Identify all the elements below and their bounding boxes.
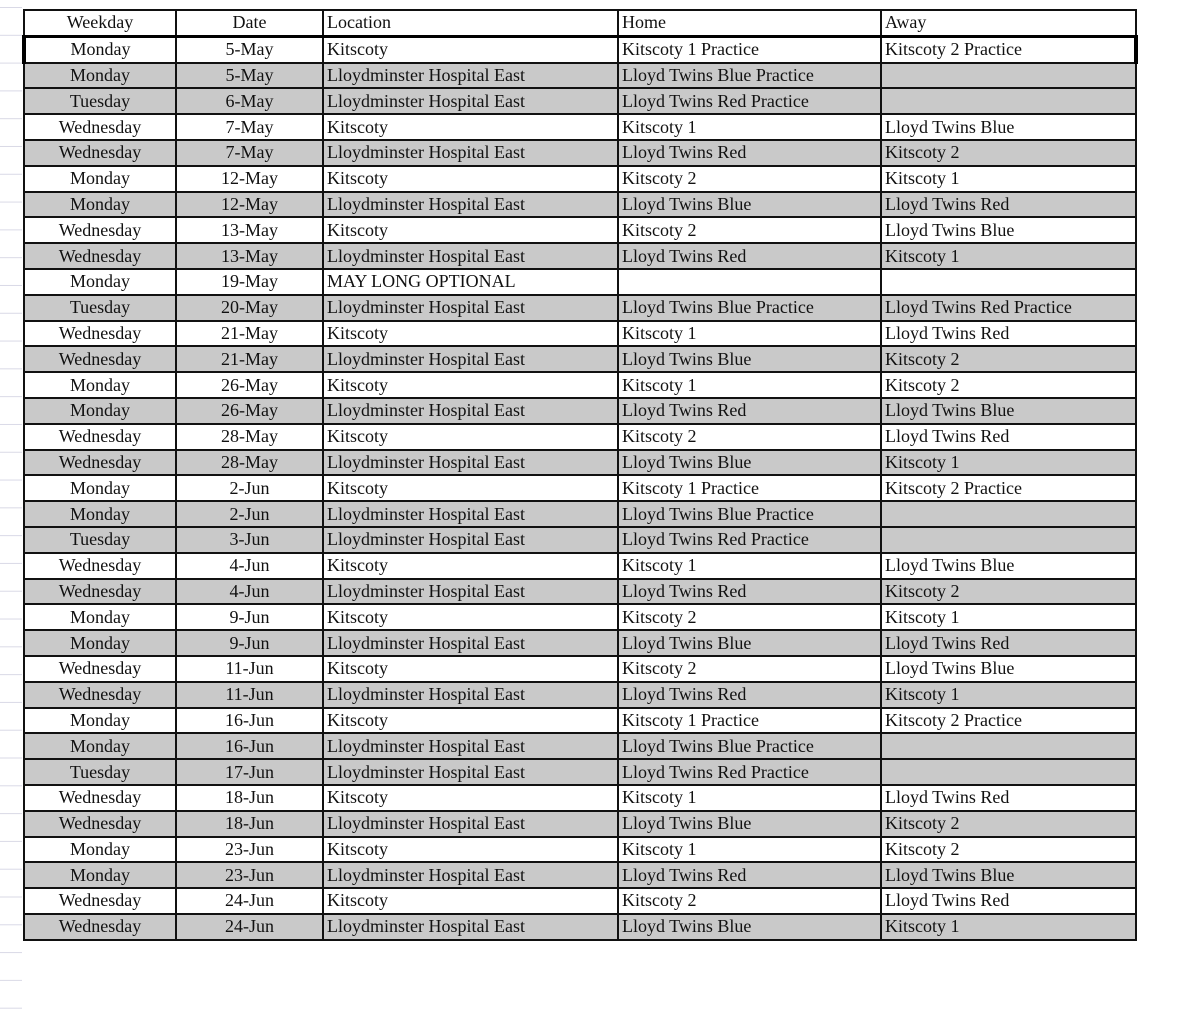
cell-home[interactable]: Kitscoty 2: [618, 656, 881, 682]
cell-date[interactable]: 26-May: [176, 398, 323, 424]
cell-weekday[interactable]: Wednesday: [24, 114, 176, 140]
cell-date[interactable]: 23-Jun: [176, 862, 323, 888]
cell-date[interactable]: 24-Jun: [176, 888, 323, 914]
cell-date[interactable]: 13-May: [176, 217, 323, 243]
cell-location[interactable]: Lloydminster Hospital East: [323, 501, 618, 527]
cell-date[interactable]: 9-Jun: [176, 604, 323, 630]
cell-weekday[interactable]: Monday: [24, 501, 176, 527]
table-row: [24, 811, 1136, 837]
cell-location[interactable]: MAY LONG OPTIONAL: [323, 269, 618, 295]
cell-home[interactable]: Lloyd Twins Red: [618, 579, 881, 605]
cell-away[interactable]: [881, 88, 1136, 114]
cell-away[interactable]: Kitscoty 2: [881, 811, 1136, 837]
cell-location[interactable]: Lloydminster Hospital East: [323, 579, 618, 605]
table-row: [24, 501, 1136, 527]
table-row: [24, 708, 1136, 734]
cell-away[interactable]: Kitscoty 1: [881, 682, 1136, 708]
cell-weekday[interactable]: Monday: [24, 630, 176, 656]
table-row: [24, 372, 1136, 398]
cell-home[interactable]: Lloyd Twins Blue: [618, 192, 881, 218]
cell-weekday[interactable]: Monday: [24, 475, 176, 501]
cell-weekday[interactable]: Wednesday: [24, 914, 176, 940]
cell-weekday[interactable]: Monday: [24, 36, 176, 62]
header-home[interactable]: Home: [618, 10, 881, 36]
cell-weekday[interactable]: Monday: [24, 398, 176, 424]
cell-home[interactable]: Lloyd Twins Blue: [618, 811, 881, 837]
cell-away[interactable]: [881, 501, 1136, 527]
cell-weekday[interactable]: Wednesday: [24, 811, 176, 837]
cell-home[interactable]: Lloyd Twins Red: [618, 862, 881, 888]
schedule-table: [22, 9, 1138, 941]
cell-date[interactable]: 28-May: [176, 424, 323, 450]
cell-location[interactable]: Lloydminster Hospital East: [323, 862, 618, 888]
table-row: [24, 166, 1136, 192]
cell-date[interactable]: 2-Jun: [176, 501, 323, 527]
cell-date[interactable]: 17-Jun: [176, 759, 323, 785]
cell-date[interactable]: 4-Jun: [176, 579, 323, 605]
table-row: [24, 475, 1136, 501]
table-row: [24, 682, 1136, 708]
cell-weekday[interactable]: Tuesday: [24, 88, 176, 114]
cell-date[interactable]: 5-May: [176, 36, 323, 62]
table-row: [24, 36, 1136, 62]
cell-away[interactable]: [881, 63, 1136, 89]
table-row: [24, 424, 1136, 450]
cell-date[interactable]: 21-May: [176, 346, 323, 372]
cell-home[interactable]: [618, 269, 881, 295]
cell-date[interactable]: 20-May: [176, 295, 323, 321]
cell-weekday[interactable]: Wednesday: [24, 321, 176, 347]
table-row: [24, 269, 1136, 295]
cell-location[interactable]: Lloydminster Hospital East: [323, 346, 618, 372]
cell-away[interactable]: Kitscoty 2: [881, 346, 1136, 372]
cell-weekday[interactable]: Tuesday: [24, 759, 176, 785]
cell-away[interactable]: Kitscoty 2 Practice: [881, 475, 1136, 501]
cell-away[interactable]: [881, 269, 1136, 295]
cell-home[interactable]: Lloyd Twins Blue Practice: [618, 733, 881, 759]
cell-away[interactable]: Lloyd Twins Red: [881, 321, 1136, 347]
cell-date[interactable]: 18-Jun: [176, 785, 323, 811]
cell-location[interactable]: Kitscoty: [323, 36, 618, 62]
cell-weekday[interactable]: Wednesday: [24, 243, 176, 269]
cell-home[interactable]: Kitscoty 1: [618, 553, 881, 579]
cell-away[interactable]: Lloyd Twins Red Practice: [881, 295, 1136, 321]
row-gutter: [0, 7, 22, 1010]
header-row: [24, 10, 1136, 36]
cell-away[interactable]: [881, 733, 1136, 759]
cell-date[interactable]: 24-Jun: [176, 914, 323, 940]
cell-date[interactable]: 7-May: [176, 114, 323, 140]
table-row: [24, 321, 1136, 347]
table-row: [24, 114, 1136, 140]
cell-weekday[interactable]: Wednesday: [24, 424, 176, 450]
cell-date[interactable]: 2-Jun: [176, 475, 323, 501]
cell-date[interactable]: 12-May: [176, 192, 323, 218]
table-row: [24, 450, 1136, 476]
table-row: [24, 656, 1136, 682]
cell-location[interactable]: Kitscoty: [323, 166, 618, 192]
cell-home[interactable]: Lloyd Twins Red Practice: [618, 759, 881, 785]
cell-weekday[interactable]: Tuesday: [24, 295, 176, 321]
table-row: [24, 888, 1136, 914]
cell-home[interactable]: Kitscoty 1: [618, 837, 881, 863]
cell-location[interactable]: Lloydminster Hospital East: [323, 398, 618, 424]
cell-location[interactable]: Lloydminster Hospital East: [323, 140, 618, 166]
table-row: [24, 837, 1136, 863]
cell-weekday[interactable]: Wednesday: [24, 346, 176, 372]
cell-date[interactable]: 26-May: [176, 372, 323, 398]
cell-home[interactable]: Lloyd Twins Blue: [618, 450, 881, 476]
cell-location[interactable]: Lloydminster Hospital East: [323, 811, 618, 837]
cell-home[interactable]: Lloyd Twins Red Practice: [618, 88, 881, 114]
cell-date[interactable]: 28-May: [176, 450, 323, 476]
cell-home[interactable]: Kitscoty 1 Practice: [618, 708, 881, 734]
cell-location[interactable]: Lloydminster Hospital East: [323, 759, 618, 785]
cell-home[interactable]: Kitscoty 1 Practice: [618, 475, 881, 501]
cell-location[interactable]: Kitscoty: [323, 604, 618, 630]
cell-date[interactable]: 3-Jun: [176, 527, 323, 553]
cell-weekday[interactable]: Monday: [24, 837, 176, 863]
cell-weekday[interactable]: Wednesday: [24, 785, 176, 811]
table-row: [24, 553, 1136, 579]
cell-date[interactable]: 16-Jun: [176, 733, 323, 759]
cell-away[interactable]: Lloyd Twins Blue: [881, 656, 1136, 682]
cell-home[interactable]: Kitscoty 1 Practice: [618, 36, 881, 62]
cell-location[interactable]: Lloydminster Hospital East: [323, 527, 618, 553]
cell-date[interactable]: 11-Jun: [176, 656, 323, 682]
cell-location[interactable]: Lloydminster Hospital East: [323, 914, 618, 940]
cell-location[interactable]: Kitscoty: [323, 424, 618, 450]
cell-weekday[interactable]: Wednesday: [24, 579, 176, 605]
cell-away[interactable]: Lloyd Twins Blue: [881, 862, 1136, 888]
table-row: [24, 217, 1136, 243]
table-row: [24, 398, 1136, 424]
cell-location[interactable]: Kitscoty: [323, 321, 618, 347]
cell-location[interactable]: Lloydminster Hospital East: [323, 63, 618, 89]
cell-home[interactable]: Kitscoty 2: [618, 888, 881, 914]
cell-away[interactable]: Kitscoty 2 Practice: [881, 36, 1136, 62]
cell-home[interactable]: Kitscoty 1: [618, 114, 881, 140]
cell-away[interactable]: Lloyd Twins Blue: [881, 114, 1136, 140]
cell-weekday[interactable]: Monday: [24, 604, 176, 630]
cell-away[interactable]: Lloyd Twins Blue: [881, 553, 1136, 579]
cell-home[interactable]: Lloyd Twins Blue Practice: [618, 63, 881, 89]
cell-date[interactable]: 18-Jun: [176, 811, 323, 837]
table-row: [24, 346, 1136, 372]
cell-date[interactable]: 11-Jun: [176, 682, 323, 708]
cell-weekday[interactable]: Monday: [24, 708, 176, 734]
table-row: [24, 527, 1136, 553]
cell-away[interactable]: Lloyd Twins Blue: [881, 398, 1136, 424]
table-row: [24, 140, 1136, 166]
table-row: [24, 630, 1136, 656]
cell-home[interactable]: Lloyd Twins Blue: [618, 914, 881, 940]
header-weekday[interactable]: Weekday: [24, 10, 176, 36]
header-date[interactable]: Date: [176, 10, 323, 36]
cell-home[interactable]: Lloyd Twins Red: [618, 682, 881, 708]
cell-home[interactable]: Lloyd Twins Blue Practice: [618, 501, 881, 527]
cell-home[interactable]: Kitscoty 2: [618, 424, 881, 450]
cell-location[interactable]: Kitscoty: [323, 217, 618, 243]
cell-weekday[interactable]: Wednesday: [24, 140, 176, 166]
cell-date[interactable]: 16-Jun: [176, 708, 323, 734]
cell-location[interactable]: Kitscoty: [323, 785, 618, 811]
cell-date[interactable]: 21-May: [176, 321, 323, 347]
cell-home[interactable]: Kitscoty 1: [618, 372, 881, 398]
cell-weekday[interactable]: Monday: [24, 862, 176, 888]
cell-date[interactable]: 12-May: [176, 166, 323, 192]
cell-location[interactable]: Kitscoty: [323, 837, 618, 863]
cell-weekday[interactable]: Wednesday: [24, 888, 176, 914]
cell-away[interactable]: Lloyd Twins Red: [881, 424, 1136, 450]
table-row: [24, 243, 1136, 269]
cell-home[interactable]: Lloyd Twins Red: [618, 243, 881, 269]
cell-weekday[interactable]: Monday: [24, 269, 176, 295]
cell-home[interactable]: Kitscoty 1: [618, 321, 881, 347]
cell-home[interactable]: Lloyd Twins Red Practice: [618, 527, 881, 553]
cell-weekday[interactable]: Monday: [24, 166, 176, 192]
cell-away[interactable]: Kitscoty 2: [881, 837, 1136, 863]
cell-away[interactable]: Lloyd Twins Red: [881, 785, 1136, 811]
cell-weekday[interactable]: Tuesday: [24, 527, 176, 553]
cell-away[interactable]: Kitscoty 2: [881, 140, 1136, 166]
table-row: [24, 604, 1136, 630]
cell-away[interactable]: Lloyd Twins Red: [881, 192, 1136, 218]
header-location[interactable]: Location: [323, 10, 618, 36]
cell-weekday[interactable]: Monday: [24, 63, 176, 89]
cell-weekday[interactable]: Wednesday: [24, 450, 176, 476]
cell-away[interactable]: Kitscoty 1: [881, 604, 1136, 630]
cell-away[interactable]: Lloyd Twins Red: [881, 630, 1136, 656]
table-row: [24, 63, 1136, 89]
cell-away[interactable]: Kitscoty 2: [881, 372, 1136, 398]
cell-location[interactable]: Lloydminster Hospital East: [323, 630, 618, 656]
header-away[interactable]: Away: [881, 10, 1136, 36]
cell-weekday[interactable]: Monday: [24, 372, 176, 398]
cell-date[interactable]: 13-May: [176, 243, 323, 269]
cell-weekday[interactable]: Wednesday: [24, 656, 176, 682]
cell-away[interactable]: [881, 759, 1136, 785]
cell-location[interactable]: Lloydminster Hospital East: [323, 243, 618, 269]
cell-weekday[interactable]: Wednesday: [24, 682, 176, 708]
table-row: [24, 914, 1136, 940]
cell-location[interactable]: Lloydminster Hospital East: [323, 192, 618, 218]
cell-away[interactable]: Kitscoty 1: [881, 914, 1136, 940]
cell-location[interactable]: Lloydminster Hospital East: [323, 88, 618, 114]
cell-location[interactable]: Lloydminster Hospital East: [323, 682, 618, 708]
cell-weekday[interactable]: Monday: [24, 733, 176, 759]
cell-location[interactable]: Lloydminster Hospital East: [323, 733, 618, 759]
cell-location[interactable]: Lloydminster Hospital East: [323, 450, 618, 476]
cell-home[interactable]: Kitscoty 2: [618, 217, 881, 243]
cell-away[interactable]: Kitscoty 2 Practice: [881, 708, 1136, 734]
cell-date[interactable]: 6-May: [176, 88, 323, 114]
cell-date[interactable]: 9-Jun: [176, 630, 323, 656]
cell-location[interactable]: Kitscoty: [323, 708, 618, 734]
cell-weekday[interactable]: Monday: [24, 192, 176, 218]
cell-away[interactable]: Kitscoty 1: [881, 166, 1136, 192]
cell-date[interactable]: 19-May: [176, 269, 323, 295]
table-row: [24, 579, 1136, 605]
cell-weekday[interactable]: Wednesday: [24, 217, 176, 243]
table-row: [24, 862, 1136, 888]
cell-away[interactable]: Kitscoty 2: [881, 579, 1136, 605]
cell-away[interactable]: Lloyd Twins Red: [881, 888, 1136, 914]
cell-date[interactable]: 7-May: [176, 140, 323, 166]
cell-away[interactable]: Kitscoty 1: [881, 243, 1136, 269]
cell-location[interactable]: Kitscoty: [323, 114, 618, 140]
cell-date[interactable]: 4-Jun: [176, 553, 323, 579]
cell-location[interactable]: Kitscoty: [323, 888, 618, 914]
cell-location[interactable]: Kitscoty: [323, 553, 618, 579]
cell-away[interactable]: Kitscoty 1: [881, 450, 1136, 476]
cell-home[interactable]: Kitscoty 2: [618, 166, 881, 192]
cell-home[interactable]: Lloyd Twins Blue Practice: [618, 295, 881, 321]
table-row: [24, 192, 1136, 218]
cell-home[interactable]: Kitscoty 1: [618, 785, 881, 811]
table-row: [24, 733, 1136, 759]
cell-weekday[interactable]: Wednesday: [24, 553, 176, 579]
table-row: [24, 295, 1136, 321]
cell-home[interactable]: Kitscoty 2: [618, 604, 881, 630]
table-row: [24, 785, 1136, 811]
cell-home[interactable]: Lloyd Twins Red: [618, 140, 881, 166]
cell-away[interactable]: [881, 527, 1136, 553]
cell-location[interactable]: Kitscoty: [323, 475, 618, 501]
cell-location[interactable]: Kitscoty: [323, 372, 618, 398]
cell-location[interactable]: Kitscoty: [323, 656, 618, 682]
table-row: [24, 759, 1136, 785]
cell-home[interactable]: Lloyd Twins Red: [618, 398, 881, 424]
cell-home[interactable]: Lloyd Twins Blue: [618, 630, 881, 656]
cell-date[interactable]: 5-May: [176, 63, 323, 89]
cell-date[interactable]: 23-Jun: [176, 837, 323, 863]
cell-away[interactable]: Lloyd Twins Blue: [881, 217, 1136, 243]
cell-location[interactable]: Lloydminster Hospital East: [323, 295, 618, 321]
table-row: [24, 88, 1136, 114]
cell-home[interactable]: Lloyd Twins Blue: [618, 346, 881, 372]
